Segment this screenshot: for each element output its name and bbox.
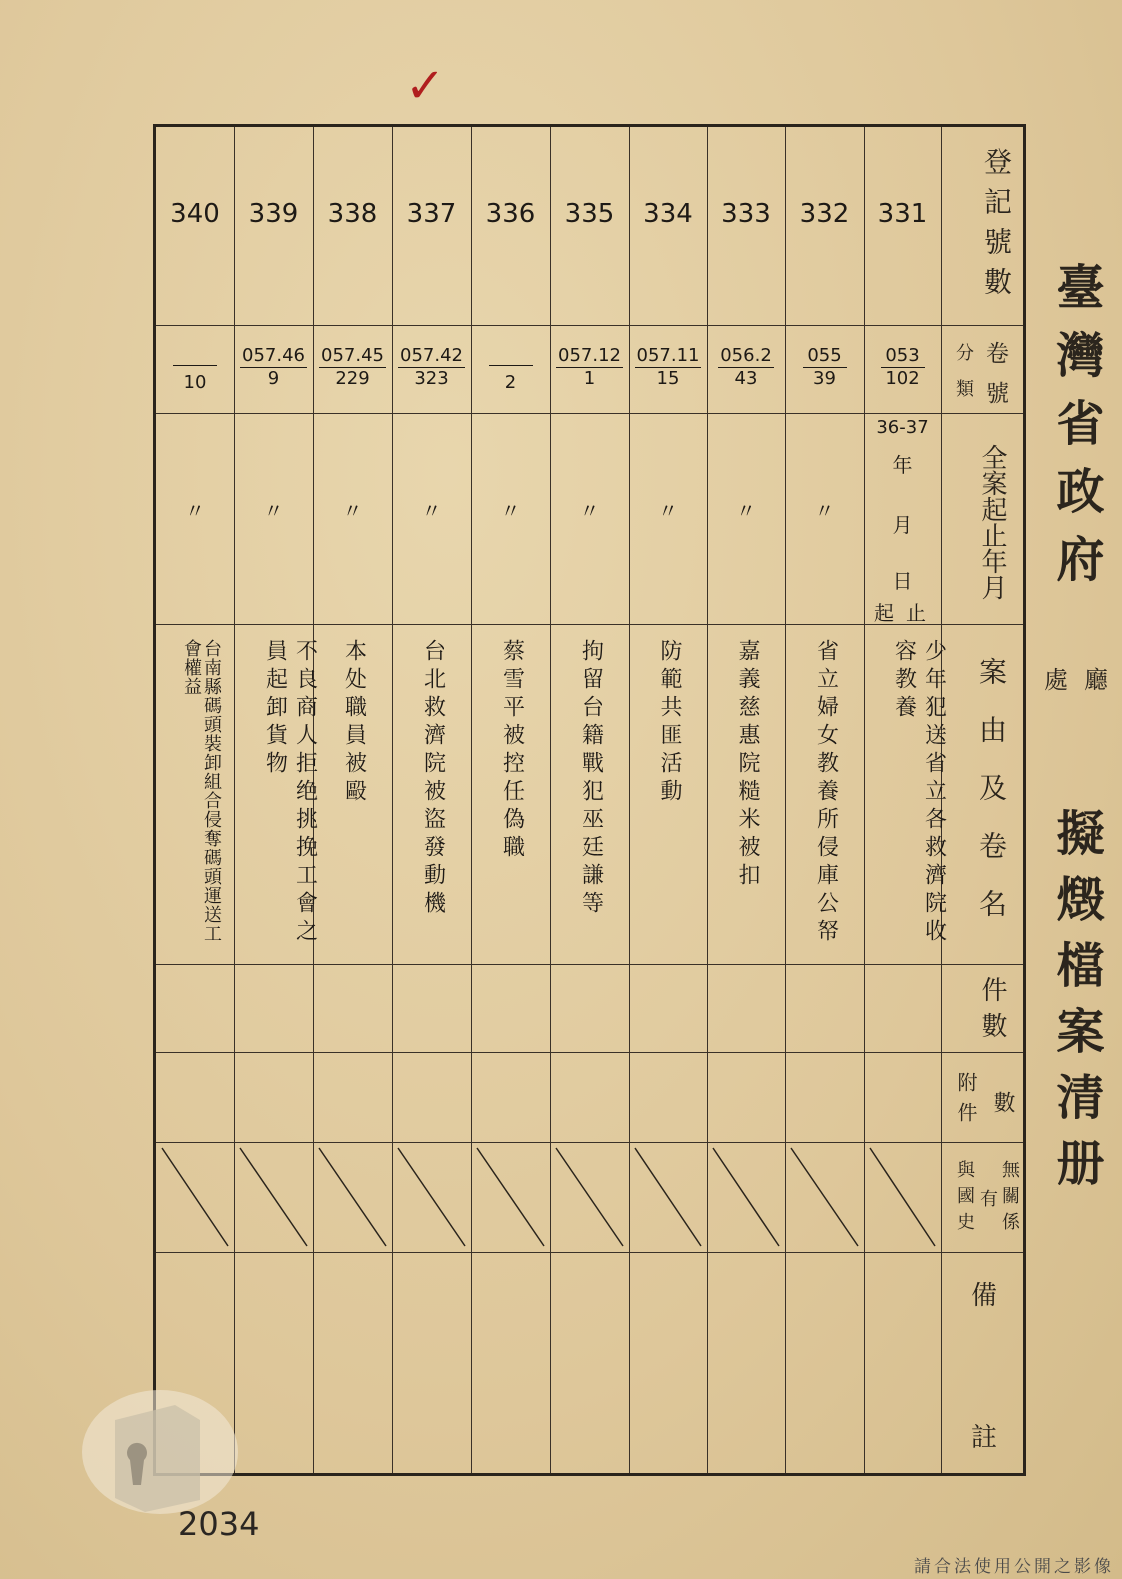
class-code bbox=[156, 345, 234, 394]
subject-text: 蔡雪平被控任偽職 bbox=[499, 639, 525, 863]
unit-label-left: 處 bbox=[1044, 666, 1068, 694]
header-class-lei: 類 bbox=[956, 379, 974, 400]
column-divider bbox=[629, 127, 630, 1473]
header-remarks-b: 註 bbox=[971, 1423, 998, 1453]
class-number bbox=[173, 345, 217, 366]
date-ditto-mark: 〃 bbox=[579, 499, 600, 523]
class-code bbox=[707, 345, 785, 390]
column-divider bbox=[550, 127, 551, 1473]
header-count: 件數 bbox=[977, 976, 1007, 1048]
diagonal-stroke bbox=[713, 1148, 779, 1246]
document-title: 臺灣省政府 bbox=[1048, 262, 1104, 602]
reg-number: 336 bbox=[485, 199, 536, 229]
diagonal-stroke bbox=[870, 1148, 935, 1246]
class-code bbox=[785, 345, 864, 390]
class-number: 057.12 bbox=[558, 345, 621, 366]
subject-text: 嘉義慈惠院糙米被扣 bbox=[735, 639, 760, 891]
class-code bbox=[392, 345, 471, 390]
page-number: 2034 bbox=[178, 1505, 260, 1543]
unit-label-right: 廳 bbox=[1084, 666, 1108, 694]
red-check-mark: ✓ bbox=[405, 58, 446, 114]
header-date-range: 全案起止年月 bbox=[977, 444, 1007, 600]
date-month-label: 月 bbox=[892, 513, 913, 537]
column-divider bbox=[707, 127, 708, 1473]
volume-number: 1 bbox=[583, 368, 596, 389]
diagonal-stroke bbox=[398, 1148, 465, 1246]
library-logo-watermark bbox=[75, 1380, 245, 1520]
reg-number: 331 bbox=[877, 199, 928, 229]
date-ditto-mark: 〃 bbox=[342, 499, 363, 523]
column-divider bbox=[785, 127, 786, 1473]
volume-number: 102 bbox=[885, 368, 920, 389]
class-code bbox=[864, 345, 941, 390]
row-divider bbox=[156, 1252, 1023, 1253]
diagonal-stroke bbox=[556, 1148, 623, 1246]
subject-text: 省立婦女教養所侵庫公帑 bbox=[813, 639, 839, 947]
subject-text: 台北救濟院被盜發動機 bbox=[420, 639, 446, 919]
class-number: 057.11 bbox=[636, 345, 700, 366]
unit-label bbox=[1044, 660, 1108, 695]
reg-number: 338 bbox=[327, 199, 378, 229]
reg-number: 337 bbox=[406, 199, 457, 229]
date-ditto-mark: 〃 bbox=[500, 499, 521, 523]
date-ditto-mark: 〃 bbox=[421, 499, 442, 523]
volume-number: 9 bbox=[267, 368, 280, 389]
class-code bbox=[313, 345, 392, 390]
reg-number: 332 bbox=[799, 199, 850, 229]
volume-number: 229 bbox=[335, 368, 370, 389]
date-range-years: 36-37 bbox=[876, 417, 929, 438]
diagonal-stroke bbox=[635, 1148, 701, 1246]
header-class-hao: 號 bbox=[986, 381, 1009, 407]
date-ditto-mark: 〃 bbox=[658, 499, 678, 523]
reg-number: 333 bbox=[721, 199, 771, 229]
header-hist-b: 有 bbox=[977, 1189, 998, 1207]
class-code bbox=[471, 345, 550, 394]
footer-notice: 請合法使用公開之影像 bbox=[914, 1557, 1114, 1577]
row-divider bbox=[156, 413, 1023, 414]
reg-number: 339 bbox=[248, 199, 299, 229]
header-class-fen: 分 bbox=[956, 343, 974, 364]
date-ditto-mark: 〃 bbox=[814, 499, 835, 523]
subject-text: 本处職員被毆 bbox=[341, 639, 367, 807]
document-subtitle: 擬燬檔案清册 bbox=[1048, 808, 1104, 1204]
class-number bbox=[489, 345, 533, 366]
diagonal-stroke bbox=[162, 1148, 228, 1246]
date-start-label: 起 bbox=[874, 601, 894, 625]
date-year-label: 年 bbox=[892, 453, 913, 477]
class-number: 057.46 bbox=[242, 345, 305, 366]
header-subject: 案由及卷名 bbox=[975, 657, 1008, 947]
subject-text: 拘留台籍戰犯巫廷謙等 bbox=[578, 639, 604, 919]
subject-text: 台南縣碼頭裝卸組合侵奪碼頭運送工會權益 bbox=[181, 639, 222, 943]
header-attach-count: 數 bbox=[990, 1091, 1015, 1113]
reg-number: 340 bbox=[170, 199, 220, 229]
header-remarks-a: 備 bbox=[971, 1281, 998, 1311]
class-number: 057.42 bbox=[400, 345, 463, 366]
subject-text: 不良商人拒绝挑挽工會之員起卸貨物 bbox=[262, 639, 318, 947]
class-code bbox=[234, 345, 313, 390]
volume-number: 39 bbox=[813, 368, 836, 389]
column-divider bbox=[864, 127, 865, 1473]
class-code bbox=[629, 345, 707, 390]
header-class-juan: 卷 bbox=[986, 341, 1009, 367]
reg-number: 335 bbox=[564, 199, 615, 229]
diagonal-stroke bbox=[240, 1148, 307, 1246]
diagonal-stroke bbox=[791, 1148, 858, 1246]
date-day-label: 日 bbox=[892, 569, 913, 593]
class-number: 056.2 bbox=[720, 345, 772, 366]
subject-text: 少年犯送省立各救濟院收容教養 bbox=[891, 639, 947, 947]
header-reg-no: 登記號數 bbox=[980, 147, 1013, 307]
diagonal-stroke bbox=[477, 1148, 544, 1246]
column-divider bbox=[392, 127, 393, 1473]
row-divider bbox=[156, 1052, 1023, 1053]
header-attach-label: 附件 bbox=[954, 1072, 978, 1132]
class-number: 053 bbox=[881, 345, 925, 368]
class-number: 057.45 bbox=[321, 345, 384, 366]
volume-number: 2 bbox=[504, 372, 517, 393]
history-row-diagonals bbox=[156, 1142, 941, 1252]
row-divider bbox=[156, 325, 1023, 326]
volume-number: 323 bbox=[414, 368, 449, 389]
column-divider bbox=[234, 127, 235, 1473]
date-ditto-mark: 〃 bbox=[736, 499, 756, 523]
date-end-label: 止 bbox=[906, 601, 926, 625]
class-code bbox=[550, 345, 629, 390]
volume-number: 15 bbox=[656, 368, 680, 389]
column-divider bbox=[471, 127, 472, 1473]
subject-text: 防範共匪活動 bbox=[657, 639, 682, 807]
date-ditto-mark: 〃 bbox=[263, 499, 284, 523]
reg-number: 334 bbox=[643, 199, 693, 229]
date-ditto-mark: 〃 bbox=[185, 499, 205, 523]
class-number: 055 bbox=[803, 345, 847, 368]
header-hist-c: 與國史 bbox=[954, 1160, 975, 1238]
row-divider bbox=[156, 964, 1023, 965]
volume-number: 10 bbox=[183, 372, 207, 393]
diagonal-stroke bbox=[319, 1148, 386, 1246]
register-table bbox=[153, 124, 1026, 1476]
volume-number: 43 bbox=[734, 368, 758, 389]
header-hist-a: 無關係 bbox=[999, 1160, 1020, 1238]
